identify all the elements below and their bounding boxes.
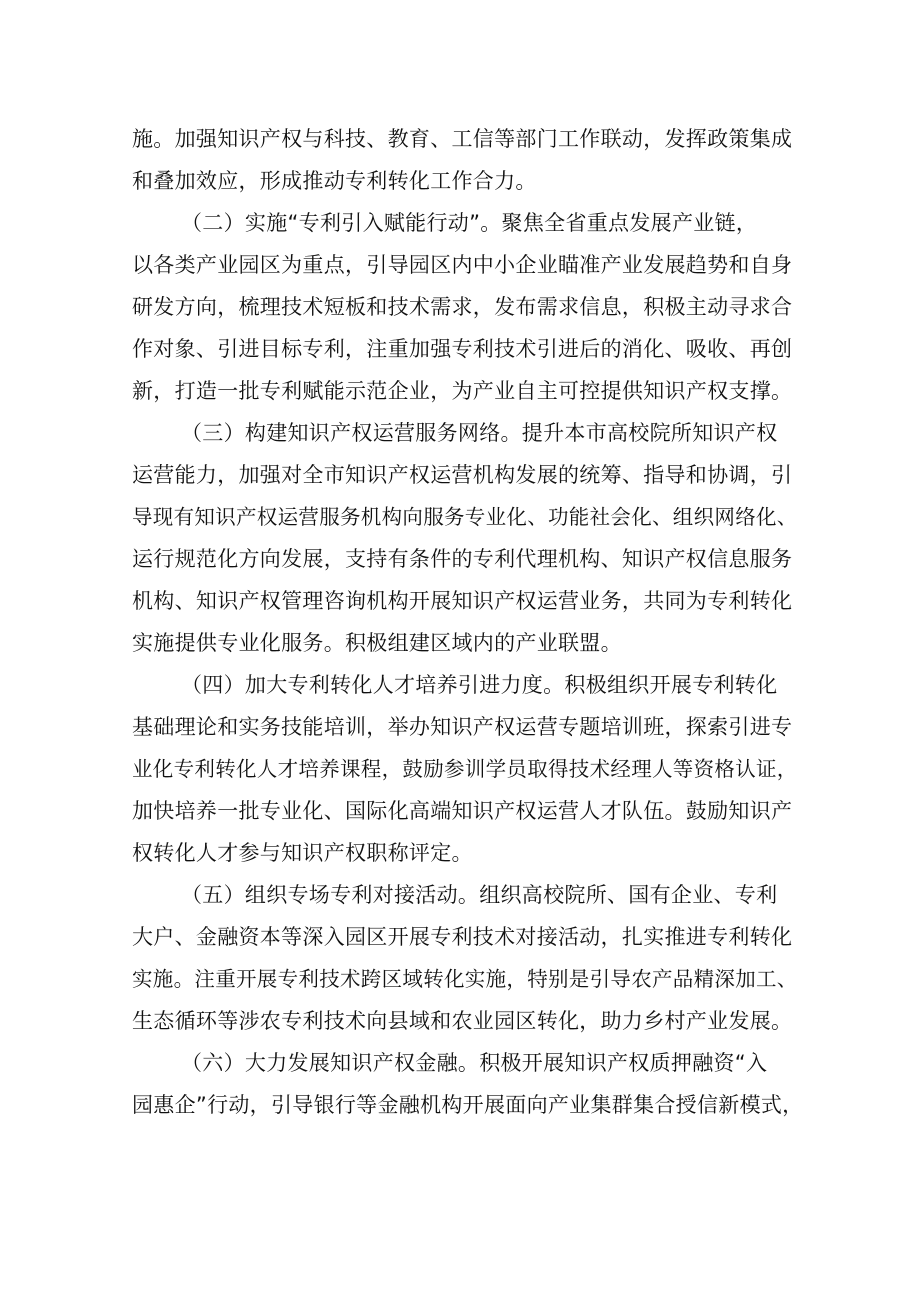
text-line: （二）实施“专利引入赋能行动”。聚焦全省重点发展产业链， bbox=[181, 211, 758, 235]
text-line: 导现有知识产权运营服务机构向服务专业化、功能社会化、组织网络化、 bbox=[132, 505, 798, 529]
text-line: 基础理论和实务技能培训，举办知识产权运营专题培训班，探索引进专 bbox=[132, 715, 793, 739]
text-line: 实施提供专业化服务。积极组建区域内的产业联盟。 bbox=[132, 631, 622, 655]
text-line: 园惠企”行动，引导银行等金融机构开展面向产业集群集合授信新模式， bbox=[132, 1093, 804, 1117]
text-line: 权转化人才参与知识产权职称评定。 bbox=[132, 841, 473, 865]
text-line: 机构、知识产权管理咨询机构开展知识产权运营业务，共同为专利转化 bbox=[132, 589, 793, 613]
text-line: （六）大力发展知识产权金融。积极开展知识产权质押融资“入 bbox=[181, 1051, 768, 1075]
text-line: 生态循环等涉农专利技术向县域和农业园区转化，助力乡村产业发展。 bbox=[132, 1009, 793, 1033]
text-line: （三）构建知识产权运营服务网络。提升本市高校院所知识产权 bbox=[181, 421, 778, 445]
text-line: 新，打造一批专利赋能示范企业，为产业自主可控提供知识产权支撑。 bbox=[132, 379, 793, 403]
text-line: 运营能力，加强对全市知识产权运营机构发展的统筹、指导和协调，引 bbox=[132, 463, 793, 487]
text-line: 实施。注重开展专利技术跨区域转化实施，特别是引导农产品精深加工、 bbox=[132, 967, 798, 991]
text-line: 业化专利转化人才培养课程，鼓励参训学员取得技术经理人等资格认证， bbox=[132, 757, 798, 781]
text-line: 作对象、引进目标专利，注重加强专利技术引进后的消化、吸收、再创 bbox=[132, 337, 793, 361]
text-line: （五）组织专场专利对接活动。组织高校院所、国有企业、专利 bbox=[181, 883, 778, 907]
text-line: 以各类产业园区为重点，引导园区内中小企业瞄准产业发展趋势和自身 bbox=[132, 253, 793, 277]
text-line: （四）加大专利转化人才培养引进力度。积极组织开展专利转化 bbox=[181, 673, 778, 697]
text-line: 大户、金融资本等深入园区开展专利技术对接活动，扎实推进专利转化 bbox=[132, 925, 793, 949]
text-line: 加快培养一批专业化、国际化高端知识产权运营人才队伍。鼓励知识产 bbox=[132, 799, 793, 823]
document-body bbox=[132, 118, 812, 1126]
text-line: 施。加强知识产权与科技、教育、工信等部门工作联动，发挥政策集成 bbox=[132, 127, 793, 151]
text-line: 运行规范化方向发展，支持有条件的专利代理机构、知识产权信息服务 bbox=[132, 547, 793, 571]
text-line: 研发方向，梳理技术短板和技术需求，发布需求信息，积极主动寻求合 bbox=[132, 295, 793, 319]
text-line: 和叠加效应，形成推动专利转化工作合力。 bbox=[132, 169, 537, 193]
